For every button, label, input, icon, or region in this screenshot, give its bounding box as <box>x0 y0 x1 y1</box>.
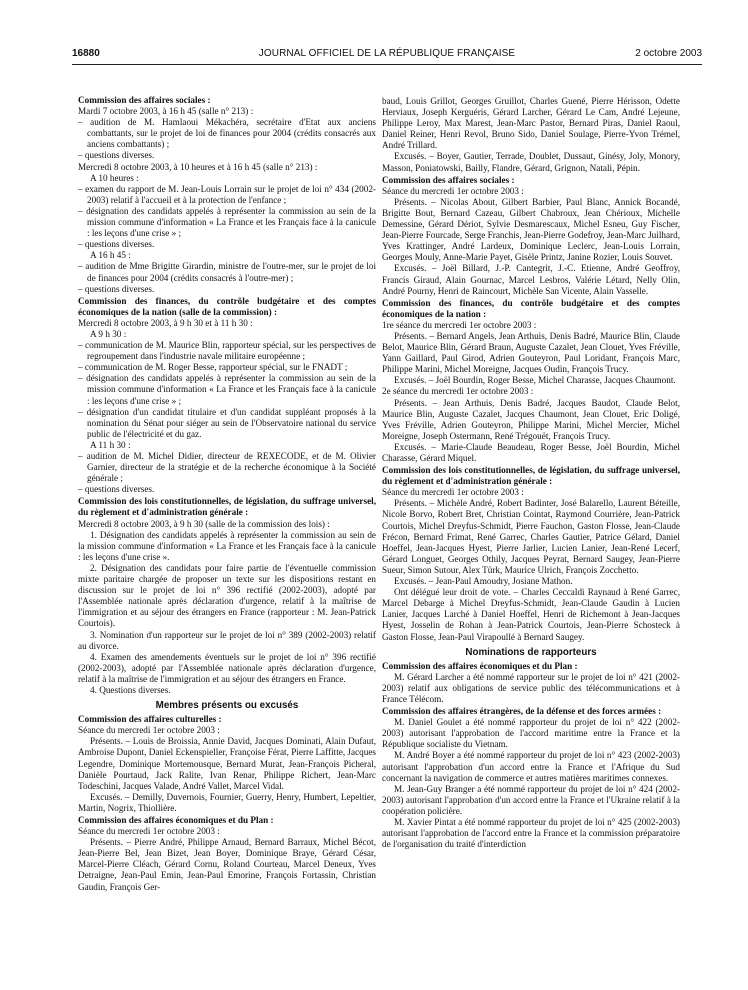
paragraph: Présents. – Bernard Angels, Jean Arthuis, Denis Badré, Maurice Blin, Claude Belot, Maurice Blin, Gérard Braun, Auguste Cazalet, Jean Clouet, Yves Fréville, Yann Gaillard, Paul Girod, Adrien Gouteyron, Paul Loridant, François Marc, Philippe Marini, Michel Moreigne, Jacques Oudin, François Trucy. <box>382 330 680 375</box>
agenda-item: – examen du rapport de M. Jean-Louis Lorrain sur le projet de loi n° 434 (2002-2003) relatif à l'accueil et à la protection de l'enfance ; <box>78 183 376 205</box>
paragraph: Excusés. – Demilly, Duvernois, Fournier, Guerry, Henry, Humbert, Lepeltier, Martin, Nogrix, Thiollière. <box>78 791 376 813</box>
paragraph: M. Xavier Pintat a été nommé rapporteur du projet de loi n° 425 (2002-2003) autorisant l'approbation de l'accord entre la France et la commission préparatoire de l'organisation du traité d'interdiction <box>382 817 680 850</box>
committee-heading: Commission des lois constitutionnelles, de législation, du suffrage universel, du règlement et d'administration générale : <box>78 496 376 518</box>
agenda-item: – désignation des candidats appelés à représenter la commission au sein de la mission commune d'information « La France et les Français face à la canicule : les leçons d'une crise » ; <box>78 373 376 406</box>
agenda-item: – audition de M. Hamlaoui Mékachéra, secrétaire d'Etat aux anciens combattants, sur le projet de loi de finances pour 2004 (crédits consacrés aux anciens combattants) ; <box>78 117 376 150</box>
schedule-line: baud, Louis Grillot, Georges Gruillot, Charles Guené, Pierre Hérisson, Odette Herviaux, Joseph Kerguéris, Gérard Larcher, Gérard Le Cam, André Lejeune, Philippe Leroy, Max Marest, Jean-Marc Pastor, Bernard Piras, Daniel Raoul, Daniel Reiner, Henri Revol, Bruno Sido, Daniel Soulage, Pierre-Yvon Trémel, André Trillard. <box>382 96 680 151</box>
schedule-line: 1re séance du mercredi 1er octobre 2003 : <box>382 319 537 330</box>
schedule-line: Séance du mercredi 1er octobre 2003 : <box>78 826 220 837</box>
paragraph: A 10 heures : <box>90 172 139 183</box>
issue-date: 2 octobre 2003 <box>635 48 702 59</box>
header-rule <box>72 64 702 65</box>
paragraph: Excusés. – Joël Bourdin, Roger Besse, Michel Charasse, Jacques Chaumont. <box>394 375 676 386</box>
agenda-item: – désignation des candidats appelés à représenter la commission au sein de la mission commune d'information « La France et les Français face à la canicule : les leçons d'une crise » ; <box>78 205 376 239</box>
paragraph: M. Jean-Guy Branger a été nommé rapporteur du projet de loi n° 424 (2002-2003) autorisant l'approbation d'un accord entre la France et l'Ukraine relatif à la coopération policière. <box>382 783 680 816</box>
committee-heading: Commission des affaires économiques et du Plan : <box>78 815 274 825</box>
schedule-line: Séance du mercredi 1er octobre 2003 : <box>382 185 524 196</box>
paragraph: Excusés. – Joël Billard, J.-P. Cantegrit, J.-C. Etienne, André Geoffroy, Francis Giraud, Alain Gournac, Marcel Lesbros, Valérie Létard, Nelly Olin, André Pourny, Henri de Raincourt, Michèle San Vicente, Alain Vasselle. <box>382 263 680 296</box>
paragraph: 4. Examen des amendements éventuels sur le projet de loi n° 396 rectifié (2002-2003), adopté par l'Assemblée nationale après déclaration d'urgence, relatif à la maîtrise de l'immigration et au séjour des étrangers en France. <box>78 651 376 684</box>
paragraph: Excusés. – Marie-Claude Beaudeau, Roger Besse, Joël Bourdin, Michel Charasse, Gérard Miquel. <box>382 441 680 463</box>
page-header <box>72 46 702 64</box>
paragraph: M. Daniel Goulet a été nommé rapporteur du projet de loi n° 422 (2002-2003) autorisant l'approbation de l'accord maritime entre la France et la République socialiste du Vietnam. <box>382 717 680 750</box>
paragraph: A 9 h 30 : <box>90 328 127 339</box>
committee-heading: Commission des affaires sociales : <box>382 174 515 185</box>
paragraph: Présents. – Jean Arthuis, Denis Badré, Jacques Baudot, Claude Belot, Maurice Blin, Auguste Cazalet, Jacques Chaumont, Jean Clouet, Eric Doligé, Yves Fréville, Adrien Gouteyron, Philippe Marini, Michel Mercier, Michel Moreigne, Joseph Ostermann, René Trégouët, François Trucy. <box>382 397 680 441</box>
paragraph: Présents. – Michèle André, Robert Badinter, José Balarello, Laurent Béteille, Nicole Borvo, Robert Bret, Christian Cointat, Raymond Courrière, Jean-Patrick Courtois, Michel Dreyfus-Schmidt, Pierre Fauchon, Gaston Flosse, Jean-Claude Frécon, Bernard Frimat, René Garrec, Charles Gautier, Patrice Gélard, Daniel Hoeffel, Jean-Jacques Hyest, Pierre Jarlier, Lucien Lanier, Jean-René Lecerf, Gérard Longuet, Georges Othily, Jacques Peyrat, Bernard Saugey, Jean-Pierre Sueur, Simon Sutour, Alex Türk, Maurice Ulrich, François Zocchetto. <box>382 498 680 575</box>
paragraph: A 11 h 30 : <box>90 439 131 450</box>
agenda-item: – communication de M. Roger Besse, rapporteur spécial, sur le FNADT ; <box>78 362 348 373</box>
paragraph: Présents. – Pierre André, Philippe Arnaud, Bernard Barraux, Michel Bécot, Jean-Pierre Bel, Jean Bizet, Jean Boyer, Dominique Braye, Gérard César, Marcel-Pierre Cléach, Gérard Cornu, Roland Courteau, Marcel Deneux, Yves Detraigne, Jean-Paul Emin, Jean-Paul Emorine, François Fortassin, Christian Gaudin, François Ger- <box>78 837 376 892</box>
agenda-item: – questions diverses. <box>78 239 155 250</box>
agenda-item: – communication de M. Maurice Blin, rapporteur spécial, sur les perspectives de regroupement dans l'industrie navale militaire européenne ; <box>78 340 376 362</box>
schedule-line: Séance du mercredi 1er octobre 2003 : <box>382 487 524 498</box>
right-column <box>382 96 680 850</box>
agenda-item: – désignation d'un candidat titulaire et d'un candidat suppléant proposés à la nomination du Sénat pour siéger au sein de l'Observatoire national du service public de l'électricité et du gaz. <box>78 406 376 439</box>
paragraph: Présents. – Louis de Broissia, Annie David, Jacques Dominati, Alain Dufaut, Ambroise Dupont, Daniel Eckenspieller, Françoise Férat, Pierre Laffitte, Jacques Legendre, Dominique Mortemousque, Bernard Murat, Jean-François Picheral, Danièle Pourtaud, Jack Ralite, Ivan Renar, Philippe Richert, Jean-Marc Todeschini, Jacques Valade, André Vallet, Marcel Vidal. <box>78 736 376 791</box>
journal-title: JOURNAL OFFICIEL DE LA RÉPUBLIQUE FRANÇAISE <box>258 48 516 59</box>
committee-heading: Commission des affaires culturelles : <box>78 714 222 725</box>
paragraph: 4. Questions diverses. <box>90 684 171 695</box>
paragraph: 3. Nomination d'un rapporteur sur le projet de loi n° 389 (2002-2003) relatif au divorce. <box>78 629 376 651</box>
paragraph: 2. Désignation des candidats pour faire partie de l'éventuelle commission mixte paritaire chargée de proposer un texte sur les dispositions restant en discussion sur le projet de loi n° 396 rectifié (2002-2003), adopté par l'Assemblée nationale après déclaration d'urgence, relatif à la maîtrise de l'immigration et au séjour des étrangers en France (rapporteur : M. Jean-Patrick Courtois). <box>78 562 376 629</box>
schedule-line: Séance du mercredi 1er octobre 2003 : <box>78 725 220 736</box>
paragraph: M. Gérard Larcher a été nommé rapporteur sur le projet de loi n° 421 (2002-2003) relatif aux obligations de service public des télécommunications et à France Télécom. <box>382 671 680 704</box>
schedule-line: Mercredi 8 octobre 2003, à 9 h 30 et à 11 h 30 : <box>78 317 253 328</box>
committee-heading: Commission des lois constitutionnelles, de législation, du suffrage universel, du règlement et d'administration générale : <box>382 465 680 487</box>
agenda-item: – audition de M. Michel Didier, directeur de REXECODE, et de M. Olivier Garnier, directeur de la stratégie et de la recherche économique à la Société générale ; <box>78 451 376 484</box>
paragraph: Présents. – Nicolas About, Gilbert Barbier, Paul Blanc, Annick Bocandé, Brigitte Bout, Bernard Cazeau, Gilbert Chabroux, Jean Chérioux, Michelle Demessine, Gérard Dériot, Sylvie Desmarescaux, Michel Esneu, Guy Fischer, Jean-Pierre Fourcade, Serge Franchis, Jean-Pierre Godefroy, Jean-Marc Juilhard, Yves Krattinger, André Lardeux, Dominique Leclerc, Jean-Louis Lorrain, Georges Mouly, Anne-Marie Payet, Gisèle Printz, Janine Rozier, Louis Souvet. <box>382 196 680 263</box>
left-column <box>78 94 376 893</box>
agenda-item: – questions diverses. <box>78 484 155 495</box>
paragraph: A 16 h 45 : <box>90 250 131 261</box>
schedule-line: Mercredi 8 octobre 2003, à 10 heures et à 16 h 45 (salle n° 213) : <box>78 161 318 172</box>
committee-heading: Commission des affaires économiques et du Plan : <box>382 660 578 671</box>
paragraph: Ont délégué leur droit de vote. – Charles Ceccaldi Raynaud à René Garrec, Marcel Debarge à Michel Dreyfus-Schmidt, Jean-Claude Gaudin à Lucien Lanier, Jacques Larché à Daniel Hoeffel, Henri de Richemont à Jean-Jacques Hyest, Josselin de Rohan à Jean-Patrick Courtois, Jean-Pierre Schosteck à Gaston Flosse, Jean-Paul Virapoullé à Bernard Saugey. <box>382 587 680 642</box>
committee-heading: Commission des affaires sociales : <box>78 95 211 105</box>
page-number: 16880 <box>72 48 100 59</box>
section-title: Membres présents ou excusés <box>155 700 299 712</box>
paragraph: M. André Boyer a été nommé rapporteur du projet de loi n° 423 (2002-2003) autorisant l'approbation d'un accord entre la France et l'Afrique du Sud concernant la navigation de commerce et autres matières maritimes connexes. <box>382 750 680 783</box>
agenda-item: – questions diverses. <box>78 150 155 161</box>
section-title: Nominations de rapporteurs <box>465 646 597 658</box>
paragraph: Excusés. – Boyer, Gautier, Terrade, Doublet, Dussaut, Ginésy, Joly, Monory, Masson, Poniatowski, Bailly, Flandre, Gérard, Grignon, Natali, Pépin. <box>382 151 680 173</box>
committee-heading: Commission des affaires étrangères, de la défense et des forces armées : <box>382 706 662 717</box>
agenda-item: – audition de Mme Brigitte Girardin, ministre de l'outre-mer, sur le projet de loi de finances pour 2004 (crédits consacrés à l'outre-mer) ; <box>78 261 376 283</box>
schedule-line: 2e séance du mercredi 1er octobre 2003 : <box>382 386 534 397</box>
schedule-line: Mardi 7 octobre 2003, à 16 h 45 (salle n° 213) : <box>78 106 254 117</box>
paragraph: 1. Désignation des candidats appelés à représenter la commission au sein de la mission commune d'information « La France et les Français face à la canicule : les leçons d'une crise ». <box>78 529 376 562</box>
schedule-line: Mercredi 8 octobre 2003, à 9 h 30 (salle de la commission des lois) : <box>78 518 330 529</box>
committee-heading: Commission des finances, du contrôle budgétaire et des comptes économiques de la nation : <box>382 297 680 319</box>
paragraph: Excusés. – Jean-Paul Amoudry, Josiane Mathon. <box>394 576 573 587</box>
agenda-item: – questions diverses. <box>78 283 155 294</box>
committee-heading: Commission des finances, du contrôle budgétaire et des comptes économiques de la nation (salle de la commission) : <box>78 295 376 317</box>
